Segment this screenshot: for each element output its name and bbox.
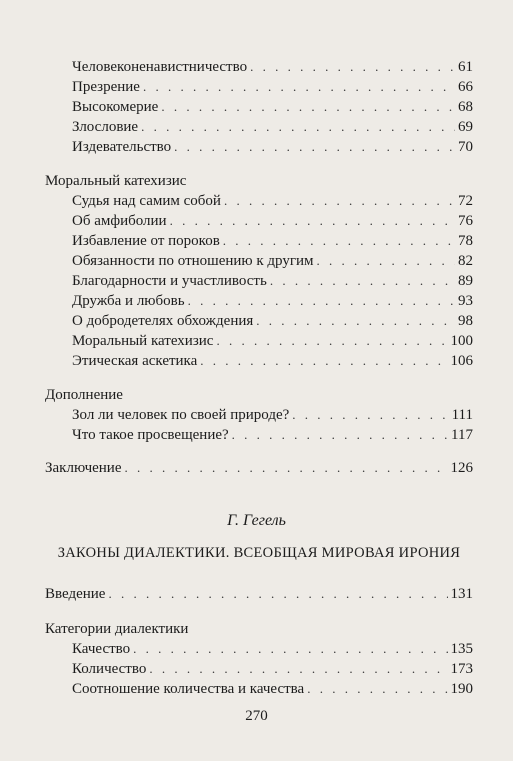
dot-leader <box>108 584 447 604</box>
toc-entry-title: Дружба и любовь <box>72 293 185 309</box>
toc-entry <box>72 191 473 211</box>
dot-leader <box>223 231 455 251</box>
toc-entry <box>72 405 473 425</box>
toc-entry-conclusion <box>45 458 473 478</box>
dot-leader <box>149 659 447 679</box>
dot-leader <box>188 291 455 311</box>
toc-entry-page: 89 <box>458 273 473 289</box>
toc-entry-page: 126 <box>450 460 473 476</box>
toc-entry-title: Моральный катехизис <box>72 333 214 349</box>
toc-entry-title: Злословие <box>72 119 139 135</box>
toc-entry-title: Издевательство <box>72 139 172 155</box>
dot-leader <box>161 97 455 117</box>
dot-leader <box>170 211 455 231</box>
section-heading-moral: Моральный катехизис <box>45 173 187 189</box>
toc-entry-page: 70 <box>458 139 473 155</box>
dot-leader <box>292 405 448 425</box>
toc-entry-page: 61 <box>458 59 473 75</box>
toc-entry-title: Судья над самим собой <box>72 193 221 209</box>
toc-entry-page: 100 <box>450 333 473 349</box>
part-title: ЗАКОНЫ ДИАЛЕКТИКИ. ВСЕОБЩАЯ МИРОВАЯ ИРОНИЯ <box>57 545 461 561</box>
dot-leader <box>200 351 447 371</box>
toc-entry-title: Избавление от пороков <box>72 233 220 249</box>
toc-entry-title: Заключение <box>45 460 122 476</box>
toc-entry-title: Этическая аскетика <box>72 353 198 369</box>
dot-leader <box>174 137 455 157</box>
page-number: 270 <box>245 708 268 724</box>
toc-entry-title: Презрение <box>72 79 140 95</box>
toc-entry-page: 72 <box>458 193 473 209</box>
dot-leader <box>256 311 455 331</box>
toc-entry-page: 69 <box>458 119 473 135</box>
toc-entry-page: 131 <box>450 586 473 602</box>
dot-leader <box>250 57 455 77</box>
toc-entry-title: Качество <box>72 641 131 657</box>
toc-entry-title: Высокомерие <box>72 99 159 115</box>
toc-entry <box>72 117 473 137</box>
dot-leader <box>133 639 447 659</box>
toc-entry <box>72 291 473 311</box>
toc-entry-page: 190 <box>450 681 473 697</box>
toc-entry-title: Зол ли человек по своей природе? <box>72 407 290 423</box>
toc-entry-title: Человеконенавистничество <box>72 59 248 75</box>
toc-entry <box>72 57 473 77</box>
toc-entry <box>72 331 473 351</box>
toc-entry-page: 111 <box>451 407 473 423</box>
dot-leader <box>224 191 455 211</box>
toc-entry <box>72 271 473 291</box>
toc-entry-title: Количество <box>72 661 147 677</box>
toc-entry <box>72 351 473 371</box>
toc-entry <box>72 231 473 251</box>
dot-leader <box>307 679 447 699</box>
toc-entry <box>72 659 473 679</box>
dot-leader <box>125 458 448 478</box>
section-heading-addition: Дополнение <box>45 387 123 403</box>
dot-leader <box>216 331 447 351</box>
toc-entry <box>72 77 473 97</box>
toc-entry-title: Благодарности и участливость <box>72 273 267 289</box>
dot-leader <box>232 425 448 445</box>
toc-entry-intro <box>45 584 473 604</box>
toc-entry-page: 82 <box>458 253 473 269</box>
toc-entry-title: О добродетелях обхождения <box>72 313 254 329</box>
toc-entry-page: 135 <box>450 641 473 657</box>
toc-entry <box>72 679 473 699</box>
toc-entry-page: 98 <box>458 313 473 329</box>
toc-entry-page: 78 <box>458 233 473 249</box>
toc-entry-title: Введение <box>45 586 106 602</box>
toc-entry-title: Об амфиболии <box>72 213 167 229</box>
toc-entry <box>72 639 473 659</box>
toc-entry <box>72 97 473 117</box>
toc-entry <box>72 211 473 231</box>
toc-entry-page: 76 <box>458 213 473 229</box>
toc-entry <box>72 311 473 331</box>
toc-entry-page: 93 <box>458 293 473 309</box>
toc-entry-title: Соотношение количества и качества <box>72 681 305 697</box>
author-name: Г. Гегель <box>227 512 286 529</box>
dot-leader <box>143 77 455 97</box>
toc-entry <box>72 425 473 445</box>
toc-entry-page: 173 <box>450 661 473 677</box>
toc-entry <box>72 137 473 157</box>
dot-leader <box>141 117 455 137</box>
toc-entry-page: 66 <box>458 79 473 95</box>
dot-leader <box>317 251 455 271</box>
toc-entry-page: 68 <box>458 99 473 115</box>
toc-entry <box>72 251 473 271</box>
section-heading-categories: Категории диалектики <box>45 621 189 637</box>
toc-entry-title: Обязанности по отношению к другим <box>72 253 314 269</box>
dot-leader <box>270 271 455 291</box>
toc-entry-page: 106 <box>450 353 473 369</box>
toc-entry-page: 117 <box>451 427 473 443</box>
toc-entry-title: Что такое просвещение? <box>72 427 229 443</box>
